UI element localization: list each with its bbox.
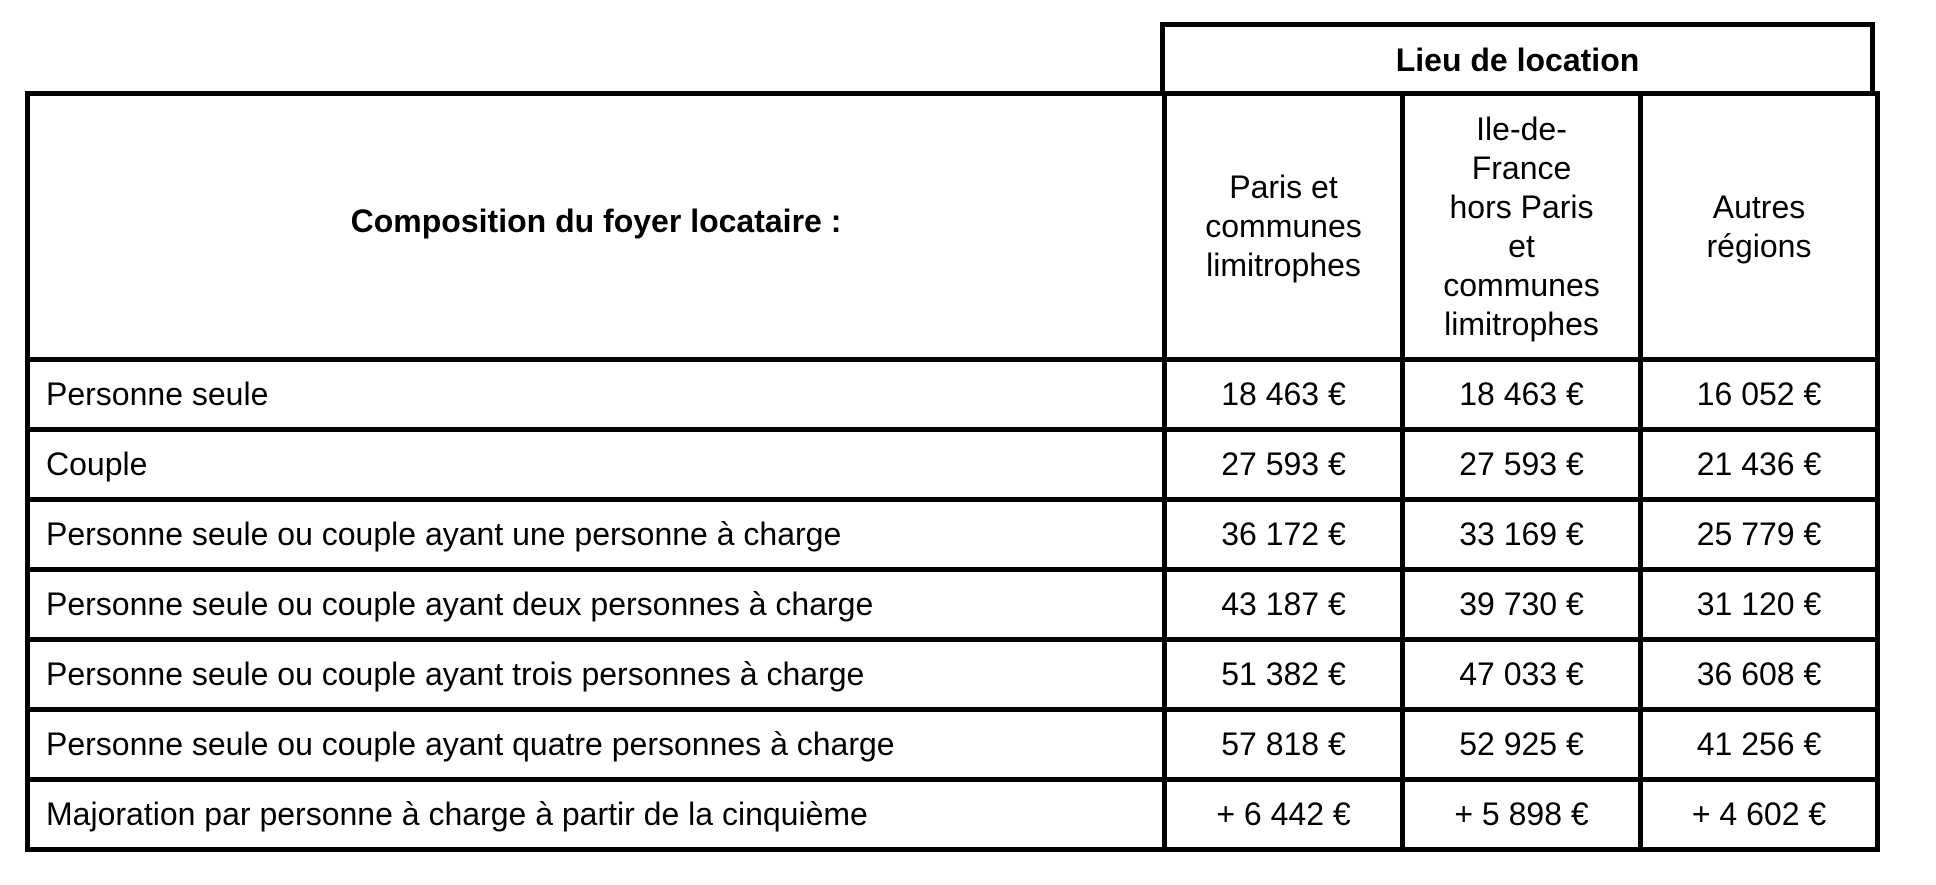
cell-ile-de-france: 18 463 € (1403, 360, 1641, 430)
cell-paris: 36 172 € (1165, 500, 1403, 570)
cell-ile-de-france: 47 033 € (1403, 640, 1641, 710)
cell-autres-regions: 16 052 € (1641, 360, 1878, 430)
row-label: Personne seule ou couple ayant trois personnes à charge (28, 640, 1165, 710)
cell-autres-regions: 31 120 € (1641, 570, 1878, 640)
table-row (28, 360, 1878, 430)
column-header-line: communes (1205, 208, 1362, 244)
row-label: Personne seule ou couple ayant quatre personnes à charge (28, 710, 1165, 780)
column-header-line: Ile-de- (1476, 110, 1567, 147)
cell-autres-regions: 21 436 € (1641, 430, 1878, 500)
row-label: Majoration par personne à charge à partir de la cinquième (28, 780, 1165, 850)
column-header-line: limitrophes (1444, 305, 1599, 342)
table-row (28, 430, 1878, 500)
cell-autres-regions: 41 256 € (1641, 710, 1878, 780)
column-header-line: communes (1443, 266, 1600, 303)
row-label: Personne seule ou couple ayant une personne à charge (28, 500, 1165, 570)
column-header-line: et (1508, 227, 1535, 264)
table-header-row (28, 94, 1878, 360)
cell-ile-de-france: 27 593 € (1403, 430, 1641, 500)
column-header-line: Autres (1712, 188, 1806, 225)
cell-autres-regions: 36 608 € (1641, 640, 1878, 710)
row-header-composition: Composition du foyer locataire : (28, 94, 1165, 360)
row-label: Personne seule (28, 360, 1165, 430)
income-ceiling-table (25, 91, 1880, 852)
column-header-line: limitrophes (1206, 247, 1361, 283)
table-row (28, 500, 1878, 570)
column-header-line: Paris et (1229, 169, 1338, 205)
table-row (28, 710, 1878, 780)
column-header-line: hors Paris (1449, 188, 1594, 225)
cell-paris: 18 463 € (1165, 360, 1403, 430)
table-row (28, 640, 1878, 710)
column-header-ile-de-france (1403, 94, 1641, 360)
cell-ile-de-france: 39 730 € (1403, 570, 1641, 640)
table-row (28, 570, 1878, 640)
cell-autres-regions: + 4 602 € (1641, 780, 1878, 850)
cell-ile-de-france: + 5 898 € (1403, 780, 1641, 850)
column-header-paris (1165, 94, 1403, 360)
cell-paris: 27 593 € (1165, 430, 1403, 500)
cell-paris: 51 382 € (1165, 640, 1403, 710)
cell-ile-de-france: 52 925 € (1403, 710, 1641, 780)
cell-autres-regions: 25 779 € (1641, 500, 1878, 570)
cell-paris: 43 187 € (1165, 570, 1403, 640)
column-header-autres-regions (1641, 94, 1878, 360)
column-header-line: régions (1706, 227, 1812, 264)
group-header-lieu-de-location: Lieu de location (1160, 22, 1875, 94)
table-row (28, 780, 1878, 850)
column-header-line: France (1471, 149, 1572, 186)
row-label: Personne seule ou couple ayant deux personnes à charge (28, 570, 1165, 640)
cell-paris: 57 818 € (1165, 710, 1403, 780)
row-label: Couple (28, 430, 1165, 500)
cell-paris: + 6 442 € (1165, 780, 1403, 850)
cell-ile-de-france: 33 169 € (1403, 500, 1641, 570)
